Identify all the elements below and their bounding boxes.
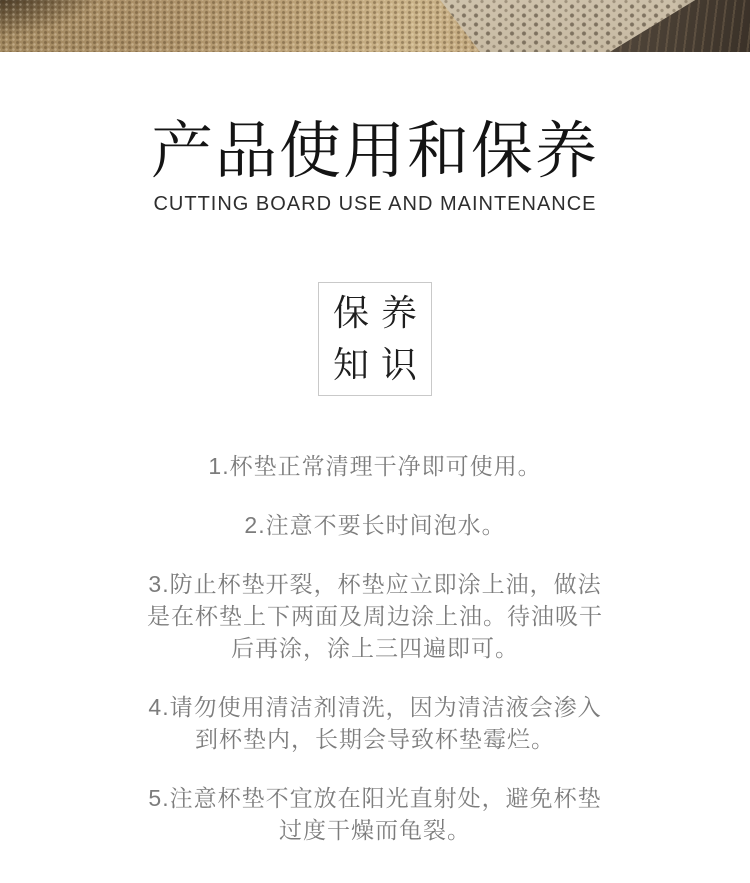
instruction-item-1: 1.杯垫正常清理干净即可使用。 [208,453,542,479]
badge-line-2: 知识 [332,345,429,385]
page-title: 产品使用和保养 [150,117,599,186]
instructions-list [140,450,610,846]
instruction-item-5: 5.注意杯垫不宜放在阳光直射处，避免杯垫过度干燥而龟裂。 [148,785,602,843]
instruction-item-4: 4.请勿使用清洁剂清洗，因为清洁液会渗入到杯垫内，长期会导致杯垫霉烂。 [148,694,602,752]
maintenance-knowledge-box [318,282,432,396]
page-subtitle: CUTTING BOARD USE AND MAINTENANCE [153,193,597,215]
instruction-item-2: 2.注意不要长时间泡水。 [244,512,506,538]
hero-photo [0,0,750,52]
instruction-item-3: 3.防止杯垫开裂，杯垫应立即涂上油，做法是在杯垫上下两面及周边涂上油。待油吸干后再涂，涂上三四遍即可。 [147,571,603,661]
badge-line-1: 保养 [332,293,429,333]
